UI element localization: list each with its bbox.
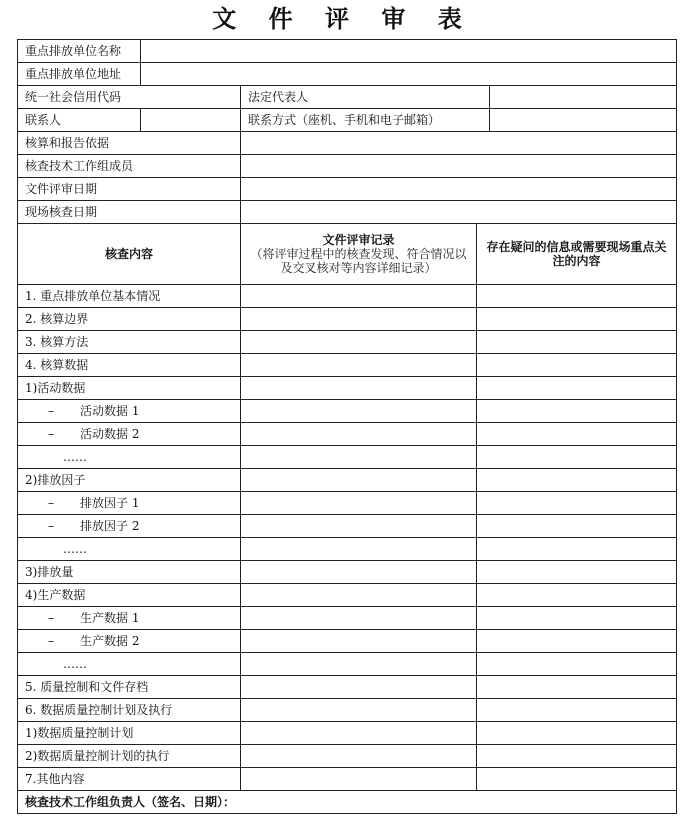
dash-mark: – (48, 519, 54, 533)
record-cell[interactable] (241, 538, 477, 561)
doubt-cell[interactable] (477, 423, 677, 446)
contact-method-label: 联系方式（座机、手机和电子邮箱） (241, 109, 490, 132)
table-row (18, 446, 677, 469)
row-label-text: 排放因子 2 (80, 519, 140, 533)
basis-label: 核算和报告依据 (18, 132, 241, 155)
table-row (18, 722, 677, 745)
table-row (18, 469, 677, 492)
table-row (18, 538, 677, 561)
row-label: …… (18, 446, 241, 469)
record-cell[interactable] (241, 446, 477, 469)
legal-rep-label: 法定代表人 (241, 86, 490, 109)
doubt-cell[interactable] (477, 354, 677, 377)
record-cell[interactable] (241, 492, 477, 515)
doubt-cell[interactable] (477, 745, 677, 768)
contact-label: 联系人 (18, 109, 141, 132)
doubt-cell[interactable] (477, 584, 677, 607)
unit-address-value[interactable] (141, 63, 677, 86)
table-row (18, 745, 677, 768)
header-record-note: （将评审过程中的核查发现、符合情况以及交叉核对等内容详细记录） (250, 247, 467, 275)
record-cell[interactable] (241, 423, 477, 446)
review-date-label: 文件评审日期 (18, 178, 241, 201)
header-doubt: 存在疑问的信息或需要现场重点关注的内容 (477, 224, 677, 285)
table-row (18, 331, 677, 354)
doubt-cell[interactable] (477, 630, 677, 653)
doubt-cell[interactable] (477, 400, 677, 423)
row-label-text: 活动数据 1 (80, 404, 140, 418)
table-row (18, 607, 677, 630)
doubt-cell[interactable] (477, 538, 677, 561)
row-label (18, 630, 241, 653)
table-row (18, 653, 677, 676)
record-cell[interactable] (241, 745, 477, 768)
row-label: 4)生产数据 (18, 584, 241, 607)
row-label: …… (18, 538, 241, 561)
dash-mark: – (48, 496, 54, 510)
page-title: 文 件 评 审 表 (212, 5, 474, 33)
row-label: 1)活动数据 (18, 377, 241, 400)
doubt-cell[interactable] (477, 285, 677, 308)
legal-rep-value[interactable] (490, 86, 677, 109)
table-row (18, 400, 677, 423)
doubt-cell[interactable] (477, 331, 677, 354)
row-label-text: 活动数据 2 (80, 427, 140, 441)
record-cell[interactable] (241, 630, 477, 653)
row-label (18, 515, 241, 538)
doubt-cell[interactable] (477, 469, 677, 492)
review-date-value[interactable] (241, 178, 677, 201)
doubt-cell[interactable] (477, 699, 677, 722)
doubt-cell[interactable] (477, 515, 677, 538)
table-row (18, 561, 677, 584)
unit-name-label: 重点排放单位名称 (18, 40, 141, 63)
footer-row (18, 791, 677, 814)
row-label: 5. 质量控制和文件存档 (18, 676, 241, 699)
record-cell[interactable] (241, 676, 477, 699)
record-cell[interactable] (241, 515, 477, 538)
record-cell[interactable] (241, 285, 477, 308)
row-label (18, 423, 241, 446)
header-content: 核查内容 (18, 224, 241, 285)
table-row (18, 354, 677, 377)
dash-mark: – (48, 404, 54, 418)
doubt-cell[interactable] (477, 377, 677, 400)
header-record (241, 224, 477, 285)
doubt-cell[interactable] (477, 676, 677, 699)
row-label-text: 生产数据 2 (80, 634, 140, 648)
team-members-value[interactable] (241, 155, 677, 178)
doubt-cell[interactable] (477, 446, 677, 469)
doubt-cell[interactable] (477, 653, 677, 676)
record-cell[interactable] (241, 653, 477, 676)
table-row (18, 676, 677, 699)
doubt-cell[interactable] (477, 561, 677, 584)
table-row (18, 377, 677, 400)
record-cell[interactable] (241, 607, 477, 630)
table-row (18, 584, 677, 607)
record-cell[interactable] (241, 768, 477, 791)
row-label: 2)排放因子 (18, 469, 241, 492)
row-label: 4. 核算数据 (18, 354, 241, 377)
record-cell[interactable] (241, 584, 477, 607)
doubt-cell[interactable] (477, 607, 677, 630)
row-label: 6. 数据质量控制计划及执行 (18, 699, 241, 722)
row-label: 1)数据质量控制计划 (18, 722, 241, 745)
table-row (18, 699, 677, 722)
record-cell[interactable] (241, 722, 477, 745)
table-row (18, 630, 677, 653)
table-row (18, 492, 677, 515)
row-label: 1. 重点排放单位基本情况 (18, 285, 241, 308)
row-label (18, 492, 241, 515)
row-label: 2. 核算边界 (18, 308, 241, 331)
dash-mark: – (48, 634, 54, 648)
team-members-label: 核查技术工作组成员 (18, 155, 241, 178)
basis-value[interactable] (241, 132, 677, 155)
row-label: 3)排放量 (18, 561, 241, 584)
doubt-cell[interactable] (477, 768, 677, 791)
table-row (18, 308, 677, 331)
dash-mark: – (48, 611, 54, 625)
table-row (18, 285, 677, 308)
review-table (17, 39, 677, 814)
table-row (18, 423, 677, 446)
row-label: 7.其他内容 (18, 768, 241, 791)
header-record-title: 文件评审记录 (322, 233, 395, 247)
row-label-text: 排放因子 1 (80, 496, 140, 510)
row-label-text: 生产数据 1 (80, 611, 140, 625)
table-row (18, 515, 677, 538)
doubt-cell[interactable] (477, 308, 677, 331)
row-label (18, 400, 241, 423)
dash-mark: – (48, 427, 54, 441)
unit-name-value[interactable] (141, 40, 677, 63)
doubt-cell[interactable] (477, 492, 677, 515)
record-cell[interactable] (241, 400, 477, 423)
contact-value[interactable] (141, 109, 241, 132)
record-cell[interactable] (241, 308, 477, 331)
contact-method-value[interactable] (490, 109, 677, 132)
doubt-cell[interactable] (477, 722, 677, 745)
row-label: 2)数据质量控制计划的执行 (18, 745, 241, 768)
unit-address-label: 重点排放单位地址 (18, 63, 141, 86)
record-cell[interactable] (241, 354, 477, 377)
signature-field[interactable]: 核查技术工作组负责人（签名、日期）： (18, 791, 677, 814)
row-label: …… (18, 653, 241, 676)
credit-code-label: 统一社会信用代码 (18, 86, 241, 109)
site-date-value[interactable] (241, 201, 677, 224)
record-cell[interactable] (241, 561, 477, 584)
record-cell[interactable] (241, 469, 477, 492)
row-label: 3. 核算方法 (18, 331, 241, 354)
record-cell[interactable] (241, 377, 477, 400)
table-row (18, 768, 677, 791)
row-label (18, 607, 241, 630)
site-date-label: 现场核查日期 (18, 201, 241, 224)
record-cell[interactable] (241, 699, 477, 722)
record-cell[interactable] (241, 331, 477, 354)
